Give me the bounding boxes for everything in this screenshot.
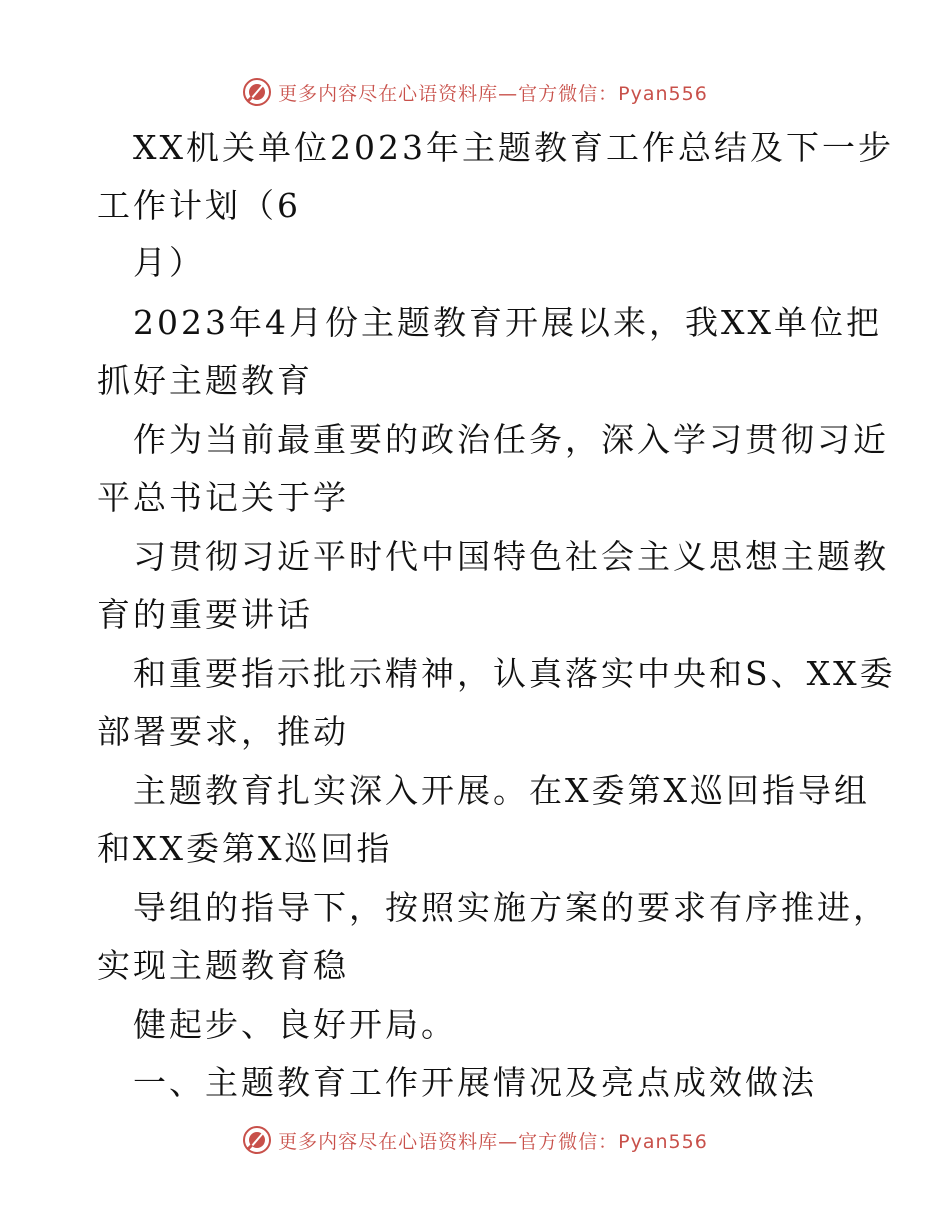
paragraph-line: 习贯彻习近平时代中国特色社会主义思想主题教 [133,537,889,576]
watermark-text: 更多内容尽在心语资料库—官方微信：Pyan556 [278,1130,708,1153]
paragraph-line: 健起步、良好开局。 [133,1005,457,1044]
paragraph-line: 部署要求，推动 [97,712,349,751]
section-heading: 一、主题教育工作开展情况及亮点成效做法 [133,1063,817,1102]
quill-pen-logo-icon [242,1125,272,1155]
paragraph-line: 抓好主题教育 [97,361,313,400]
title-line-1: XX机关单位2023年主题教育工作总结及下一步 [133,128,894,167]
watermark-text: 更多内容尽在心语资料库—官方微信：Pyan556 [278,82,708,105]
paragraph-line: 作为当前最重要的政治任务，深入学习贯彻习近 [133,420,889,459]
paragraph-line: 主题教育扎实深入开展。在X委第X巡回指导组 [133,771,870,810]
paragraph-line: 和重要指示批示精神，认真落实中央和S、XX委 [133,654,896,693]
paragraph-line: 实现主题教育稳 [97,946,349,985]
title-line-3: 月） [133,243,205,282]
footer-watermark [0,1120,950,1160]
title-line-2: 工作计划（6 [97,186,301,225]
paragraph-line: 平总书记关于学 [97,478,349,517]
paragraph-line: 和XX委第X巡回指 [97,829,393,868]
paragraph-line: 育的重要讲话 [97,595,313,634]
paragraph-line: 导组的指导下，按照实施方案的要求有序推进， [133,888,889,927]
paragraph-line: 2023年4月份主题教育开展以来，我XX单位把 [133,303,882,342]
